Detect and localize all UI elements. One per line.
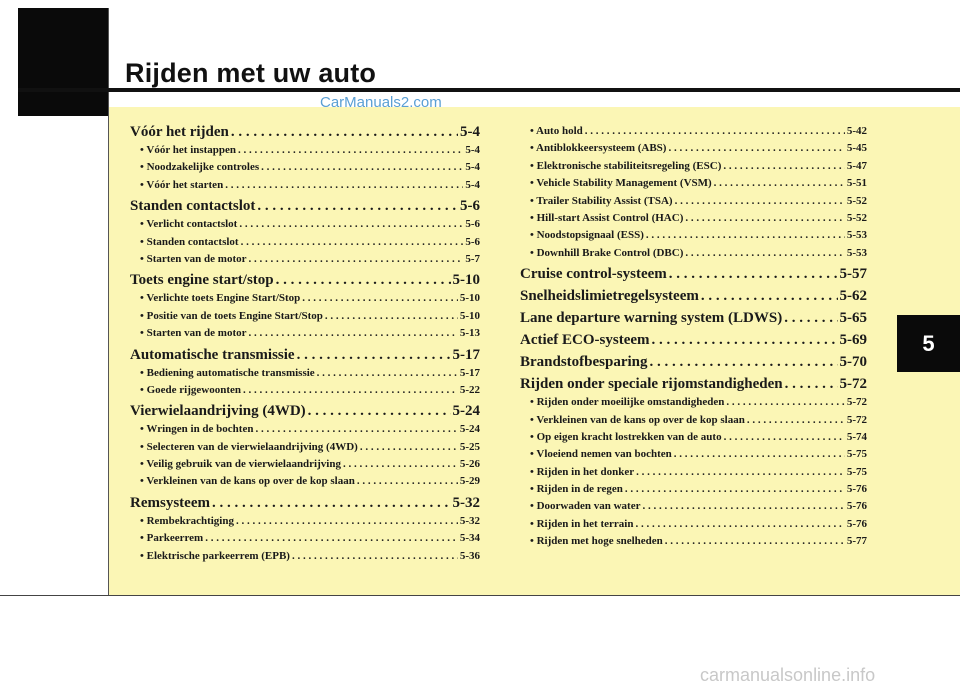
toc-page-number: 5-51 (846, 177, 867, 190)
toc-entry-label: Vierwielaandrijving (4WD) (130, 403, 306, 420)
toc-page-number: 5-24 (452, 403, 480, 420)
toc-entry-label: • Op eigen kracht lostrekken van de auto (530, 430, 722, 443)
toc-dot-leader (646, 227, 845, 244)
toc-page-number: 5-69 (839, 332, 867, 349)
toc-entry-label: • Auto hold (530, 125, 583, 137)
toc-subsection-entry[interactable] (130, 142, 480, 159)
toc-subsection-entry[interactable] (520, 464, 867, 481)
toc-dot-leader (225, 177, 463, 194)
toc-entry-label: • Elektronische stabiliteitsregeling (ESC) (530, 159, 722, 172)
toc-dot-leader (360, 439, 458, 456)
toc-entry-label: Toets engine start/stop (130, 272, 274, 289)
toc-entry-label: • Rijden met hoge snelheden (530, 535, 663, 548)
toc-page-number: 5-6 (465, 218, 480, 231)
toc-subsection-entry[interactable] (520, 210, 867, 227)
toc-page-number: 5-7 (465, 252, 480, 265)
toc-page-number: 5-57 (839, 266, 867, 283)
toc-dot-leader (625, 481, 845, 498)
toc-entry-label: • Antiblokkeersysteem (ABS) (530, 142, 667, 155)
toc-entry-label: Brandstofbesparing (520, 354, 648, 371)
toc-dot-leader (325, 308, 458, 325)
toc-entry-label: • Rijden in het donker (530, 465, 635, 478)
toc-entry-label: • Bediening automatische transmissie (140, 366, 315, 379)
toc-section-entry[interactable] (520, 375, 867, 394)
toc-dot-leader (650, 353, 838, 372)
toc-page-number: 5-53 (846, 229, 867, 242)
toc-entry-label: • Veilig gebruik van de vierwielaandrijving (140, 458, 341, 471)
toc-entry-label: Actief ECO-systeem (520, 332, 650, 349)
toc-page-number: 5-70 (839, 354, 867, 371)
toc-dot-leader (714, 175, 845, 192)
toc-entry-label: • Rijden onder moeilijke omstandigheden (530, 396, 725, 409)
toc-section-entry[interactable] (130, 197, 480, 216)
toc-subsection-entry[interactable] (130, 177, 480, 194)
toc-entry-label: Vóór het rijden (130, 124, 229, 140)
toc-entry-label: • Downhill Brake Control (DBC) (530, 246, 684, 259)
toc-subsection-entry[interactable] (520, 533, 867, 550)
toc-entry-label: • Trailer Stability Assist (TSA) (530, 194, 673, 207)
toc-subsection-entry[interactable] (520, 227, 867, 244)
toc-subsection-entry[interactable] (520, 193, 867, 210)
toc-subsection-entry[interactable] (520, 175, 867, 192)
toc-entry-label: Snelheidslimietregelsysteem (520, 288, 699, 305)
toc-dot-leader (674, 446, 845, 463)
toc-entry-label: • Parkeerrem (140, 532, 204, 545)
toc-dot-leader (255, 421, 457, 438)
toc-dot-leader (243, 382, 458, 399)
toc-entry-label: • Standen contactslot (140, 235, 239, 248)
header-black-block (18, 8, 109, 116)
toc-page-number: 5-52 (846, 194, 867, 207)
toc-subsection-entry[interactable] (130, 159, 480, 176)
toc-subsection-entry[interactable] (520, 245, 867, 262)
toc-section-entry[interactable] (130, 494, 480, 513)
toc-page-number: 5-47 (846, 159, 867, 172)
toc-entry-label: • Rijden in de regen (530, 483, 623, 496)
toc-page-number: 5-13 (459, 327, 480, 340)
toc-entry-label: • Selecteren van de vierwielaandrijving (4WD) (140, 440, 358, 453)
toc-page-number: 5-17 (459, 366, 480, 379)
toc-page-number: 5-53 (846, 246, 867, 259)
toc-entry-label: Standen contactslot (130, 198, 256, 215)
toc-page-number: 5-4 (465, 144, 480, 156)
toc-dot-leader (685, 210, 844, 227)
toc-dot-leader (726, 394, 845, 411)
toc-page-number: 5-24 (459, 423, 480, 436)
toc-subsection-entry[interactable] (130, 382, 480, 399)
watermark-carmanuals2: CarManuals2.com (320, 94, 442, 111)
toc-section-entry[interactable] (520, 265, 867, 284)
toc-page-number: 5-34 (459, 532, 480, 545)
toc-page-number: 5-76 (846, 500, 867, 513)
toc-entry-label: • Vóór het instappen (140, 144, 237, 156)
toc-subsection-entry[interactable] (520, 412, 867, 429)
toc-page-number: 5-72 (839, 376, 867, 393)
toc-page-number: 5-62 (839, 288, 867, 305)
toc-subsection-entry[interactable] (130, 439, 480, 456)
toc-page-number: 5-4 (465, 161, 480, 174)
toc-page-number: 5-74 (846, 430, 867, 443)
toc-entry-label: Remsysteem (130, 494, 210, 511)
toc-subsection-entry[interactable] (130, 216, 480, 233)
toc-entry-label: Lane departure warning system (LDWS) (520, 310, 783, 327)
toc-dot-leader (747, 412, 845, 429)
toc-section-entry[interactable] (130, 271, 480, 290)
toc-dot-leader (652, 331, 838, 350)
toc-right-column (520, 123, 867, 551)
toc-dot-leader (205, 530, 458, 547)
toc-dot-leader (724, 429, 845, 446)
title-underline (18, 88, 960, 92)
page-title: Rijden met uw auto (125, 58, 377, 88)
toc-section-entry[interactable] (130, 346, 480, 365)
toc-entry-label: Cruise control-systeem (520, 266, 667, 283)
toc-entry-label: • Vóór het starten (140, 178, 224, 191)
toc-dot-leader (241, 234, 464, 251)
toc-dot-leader (669, 265, 838, 284)
toc-entry-label: • Verlichte toets Engine Start/Stop (140, 292, 301, 305)
toc-page-number: 5-72 (846, 396, 867, 409)
toc-dot-leader (249, 251, 464, 268)
toc-page-number: 5-52 (846, 211, 867, 224)
toc-page-number: 5-42 (846, 125, 867, 137)
footer-watermark: carmanualsonline.info (700, 665, 876, 685)
toc-page-number: 5-32 (452, 494, 480, 511)
toc-entry-label: • Elektrische parkeerrem (EPB) (140, 549, 290, 562)
toc-dot-leader (585, 123, 845, 140)
toc-subsection-entry[interactable] (130, 513, 480, 530)
toc-subsection-entry[interactable] (520, 429, 867, 446)
toc-subsection-entry[interactable] (130, 365, 480, 382)
toc-dot-leader (276, 271, 451, 290)
toc-page-number: 5-77 (846, 535, 867, 548)
toc-page-number: 5-45 (846, 142, 867, 155)
toc-entry-label: • Rijden in het terrain (530, 517, 634, 530)
toc-entry-label: Rijden onder speciale rijomstandigheden (520, 376, 783, 393)
toc-entry-label: • Noodstopsignaal (ESS) (530, 229, 644, 242)
toc-page-number: 5-72 (846, 413, 867, 426)
toc-subsection-entry[interactable] (130, 251, 480, 268)
toc-dot-leader (665, 533, 845, 550)
toc-entry-label: • Noodzakelijke controles (140, 161, 260, 174)
toc-dot-leader (257, 197, 458, 216)
toc-section-entry[interactable] (520, 331, 867, 350)
toc-page-number: 5-75 (846, 465, 867, 478)
toc-dot-leader (642, 498, 844, 515)
toc-page-number: 5-26 (459, 458, 480, 471)
toc-dot-leader (636, 464, 845, 481)
toc-entry-label: • Doorwaden van water (530, 500, 641, 513)
toc-entry-label: • Goede rijgewoonten (140, 383, 241, 396)
toc-subsection-entry[interactable] (130, 290, 480, 307)
toc-section-entry[interactable] (130, 402, 480, 421)
toc-dot-leader (317, 365, 458, 382)
toc-subsection-entry[interactable] (520, 481, 867, 498)
toc-dot-leader (668, 140, 844, 157)
toc-dot-leader (675, 193, 845, 210)
toc-dot-leader (723, 158, 844, 175)
toc-page-number: 5-6 (460, 198, 480, 215)
toc-entry-label: • Verlicht contactslot (140, 218, 238, 231)
toc-dot-leader (785, 375, 838, 394)
toc-page-number: 5-36 (459, 549, 480, 562)
bottom-rule (0, 595, 960, 596)
toc-dot-leader (701, 287, 838, 306)
toc-entry-label: • Verkleinen van de kans op over de kop slaan (530, 413, 745, 426)
toc-subsection-entry[interactable] (130, 530, 480, 547)
toc-entry-label: • Wringen in de bochten (140, 423, 254, 436)
toc-subsection-entry[interactable] (130, 308, 480, 325)
toc-dot-leader (292, 548, 458, 565)
toc-page-number: 5-10 (459, 292, 480, 305)
toc-subsection-entry[interactable] (520, 394, 867, 411)
toc-entry-label: • Verkleinen van de kans op over de kop slaan (140, 475, 355, 488)
chapter-tab[interactable]: 5 (897, 315, 960, 372)
toc-page-number: 5-29 (459, 475, 480, 488)
toc-dot-leader (239, 216, 463, 233)
toc-section-entry[interactable] (520, 309, 867, 328)
toc-left-column (130, 123, 480, 565)
toc-page-number: 5-76 (846, 483, 867, 496)
toc-subsection-entry[interactable] (520, 516, 867, 533)
toc-dot-leader (308, 402, 451, 421)
toc-dot-leader (212, 494, 451, 513)
toc-dot-leader (784, 309, 837, 328)
toc-subsection-entry[interactable] (130, 456, 480, 473)
toc-entry-label: • Positie van de toets Engine Start/Stop (140, 309, 323, 322)
toc-page-number: 5-25 (459, 440, 480, 453)
toc-page-number: 5-22 (459, 383, 480, 396)
toc-entry-label: • Vehicle Stability Management (VSM) (530, 177, 712, 190)
toc-dot-leader (238, 142, 463, 159)
toc-dot-leader (249, 325, 458, 342)
toc-subsection-entry[interactable] (130, 548, 480, 565)
toc-page-number: 5-65 (839, 310, 867, 327)
toc-page-number: 5-10 (459, 309, 480, 322)
toc-dot-leader (302, 290, 458, 307)
toc-subsection-entry[interactable] (130, 325, 480, 342)
toc-subsection-entry[interactable] (520, 158, 867, 175)
toc-entry-label: • Starten van de motor (140, 252, 247, 265)
toc-subsection-entry[interactable] (130, 473, 480, 490)
toc-section-entry[interactable] (520, 287, 867, 306)
toc-entry-label: • Rembekrachtiging (140, 514, 234, 527)
toc-page-number: 5-17 (452, 346, 480, 363)
toc-entry-label: Automatische transmissie (130, 346, 295, 363)
toc-subsection-entry[interactable] (130, 234, 480, 251)
toc-dot-leader (357, 473, 458, 490)
toc-page-number: 5-4 (460, 124, 480, 140)
toc-dot-leader (685, 245, 844, 262)
toc-subsection-entry[interactable] (520, 498, 867, 515)
toc-page-number: 5-10 (452, 272, 480, 289)
toc-page-number: 5-32 (459, 514, 480, 527)
toc-page-number: 5-6 (465, 235, 480, 248)
toc-subsection-entry[interactable] (520, 140, 867, 157)
toc-subsection-entry[interactable] (520, 123, 867, 140)
toc-dot-leader (635, 516, 844, 533)
toc-section-entry[interactable] (520, 353, 867, 372)
toc-page-number: 5-4 (465, 178, 480, 191)
toc-entry-label: • Hill-start Assist Control (HAC) (530, 211, 684, 224)
toc-page-number: 5-76 (846, 517, 867, 530)
toc-entry-label: • Vloeiend nemen van bochten (530, 448, 672, 461)
toc-page-number: 5-75 (846, 448, 867, 461)
toc-subsection-entry[interactable] (130, 421, 480, 438)
toc-dot-leader (297, 346, 451, 365)
toc-entry-label: • Starten van de motor (140, 327, 247, 340)
toc-dot-leader (231, 123, 458, 142)
toc-section-entry[interactable] (130, 123, 480, 142)
toc-dot-leader (261, 159, 463, 176)
toc-dot-leader (343, 456, 458, 473)
toc-subsection-entry[interactable] (520, 446, 867, 463)
toc-dot-leader (236, 513, 458, 530)
